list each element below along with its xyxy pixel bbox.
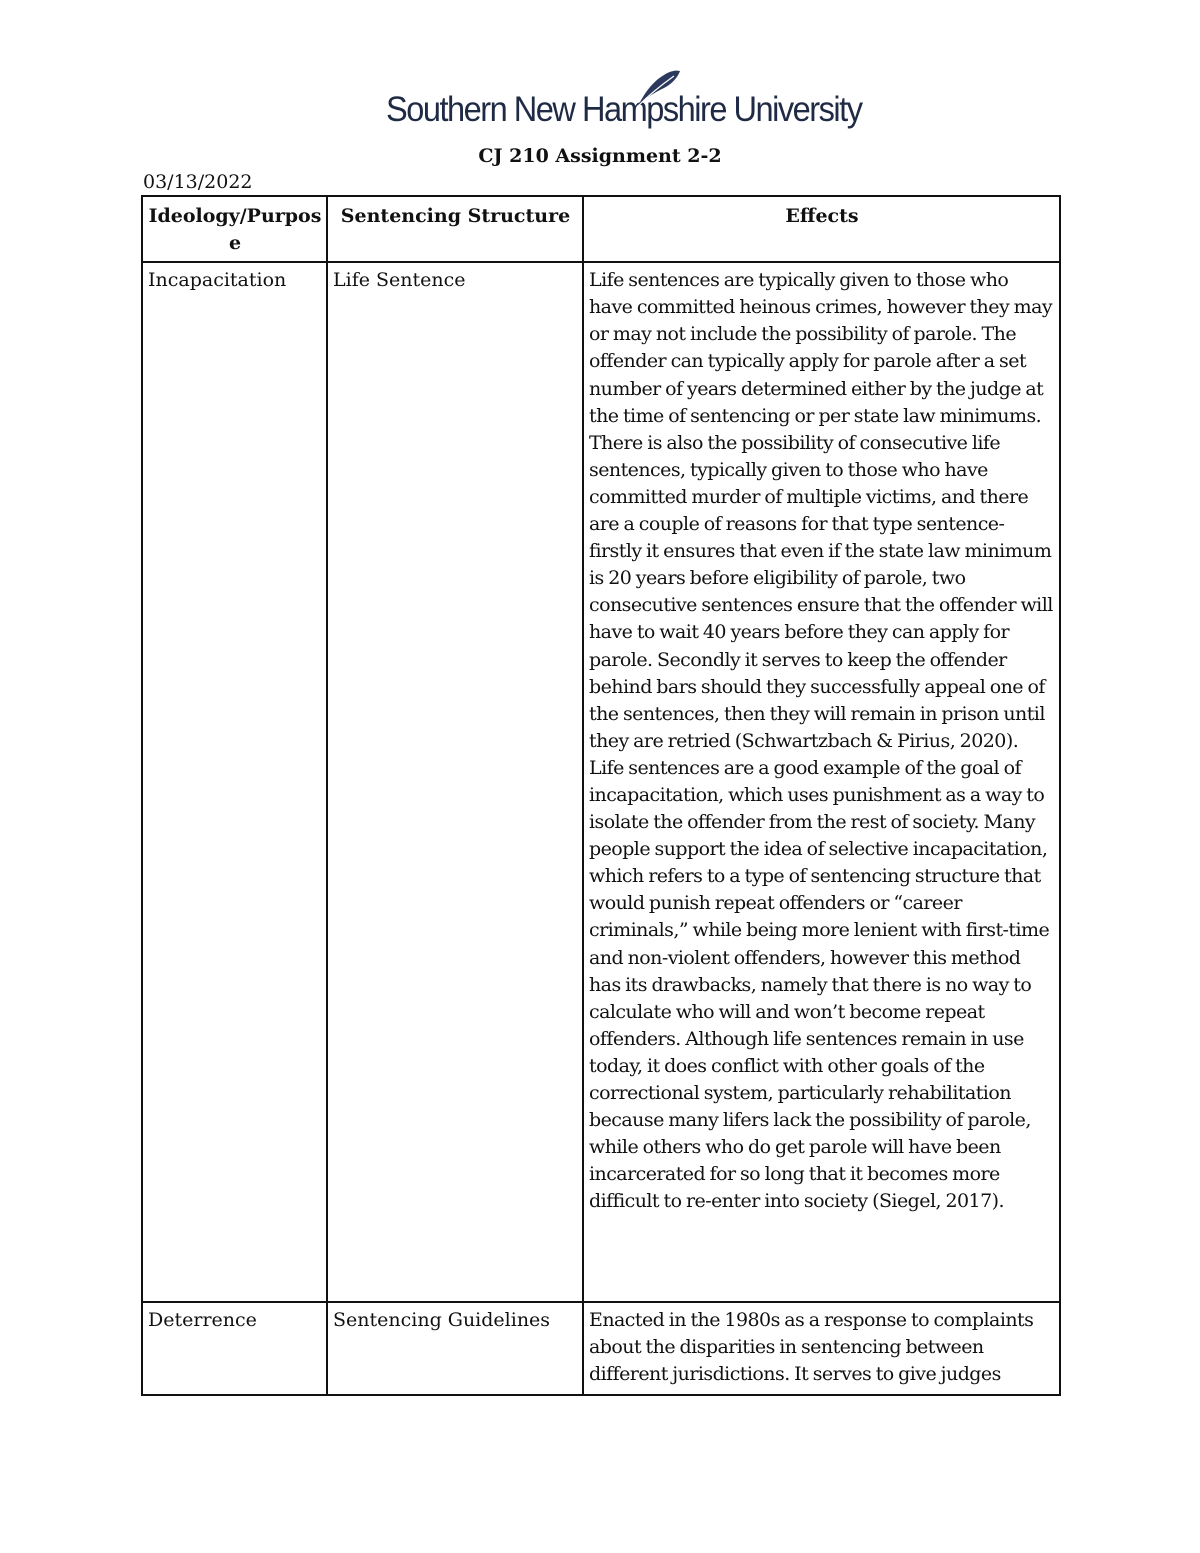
row-ideology: Incapacitation — [142, 262, 327, 1302]
column-header-effects: Effects — [583, 196, 1060, 262]
assignment-date: 03/13/2022 — [143, 171, 253, 193]
row-structure: Life Sentence — [327, 262, 583, 1302]
row-effects: Enacted in the 1980s as a response to complaints about the disparities in sentencing between different jurisdictions. It serves to give judges — [583, 1302, 1060, 1395]
table-row — [142, 1302, 1060, 1395]
column-header-ideology: Ideology/Purpose — [142, 196, 327, 262]
university-logo — [386, 66, 862, 138]
feather-icon — [634, 68, 682, 108]
table-header-row — [142, 196, 1060, 262]
sentencing-table — [141, 195, 1061, 1396]
university-name: Southern New Hampshire University — [386, 90, 862, 129]
row-effects: Life sentences are typically given to those who have committed heinous crimes, however they may or may not include the possibility of parole. The offender can typically apply for parole after a set number of years determined either by the judge at the time of sentencing or per state law minimums. There is also the possibility of consecutive life sentences, typically given to those who have committed murder of multiple victims, and there are a couple of reasons for that type sentence- firstly it ensures that even if the state law minimum is 20 years before eligibility of parole, two consecutive sentences ensure that the offender will have to wait 40 years before they can apply for parole. Secondly it serves to keep the offender behind bars should they successfully appeal one of the sentences, then they will remain in prison until they are retried (Schwartzbach & Pirius, 2020). Life sentences are a good example of the goal of incapacitation, which uses punishment as a way to isolate the offender from the rest of society. Many people support the idea of selective incapacitation, which refers to a type of sentencing structure that would punish repeat offenders or “career criminals,” while being more lenient with first-time and non-violent offenders, however this method has its drawbacks, namely that there is no way to calculate who will and won’t become repeat offenders. Although life sentences remain in use today, it does conflict with other goals of the correctional system, particularly rehabilitation because many lifers lack the possibility of parole, while others who do get parole will have been incarcerated for so long that it becomes more difficult to re-enter into society (Siegel, 2017). — [583, 262, 1060, 1302]
column-header-structure: Sentencing Structure — [327, 196, 583, 262]
assignment-title: CJ 210 Assignment 2-2 — [478, 145, 722, 167]
row-ideology: Deterrence — [142, 1302, 327, 1395]
table-row — [142, 262, 1060, 1302]
row-structure: Sentencing Guidelines — [327, 1302, 583, 1395]
